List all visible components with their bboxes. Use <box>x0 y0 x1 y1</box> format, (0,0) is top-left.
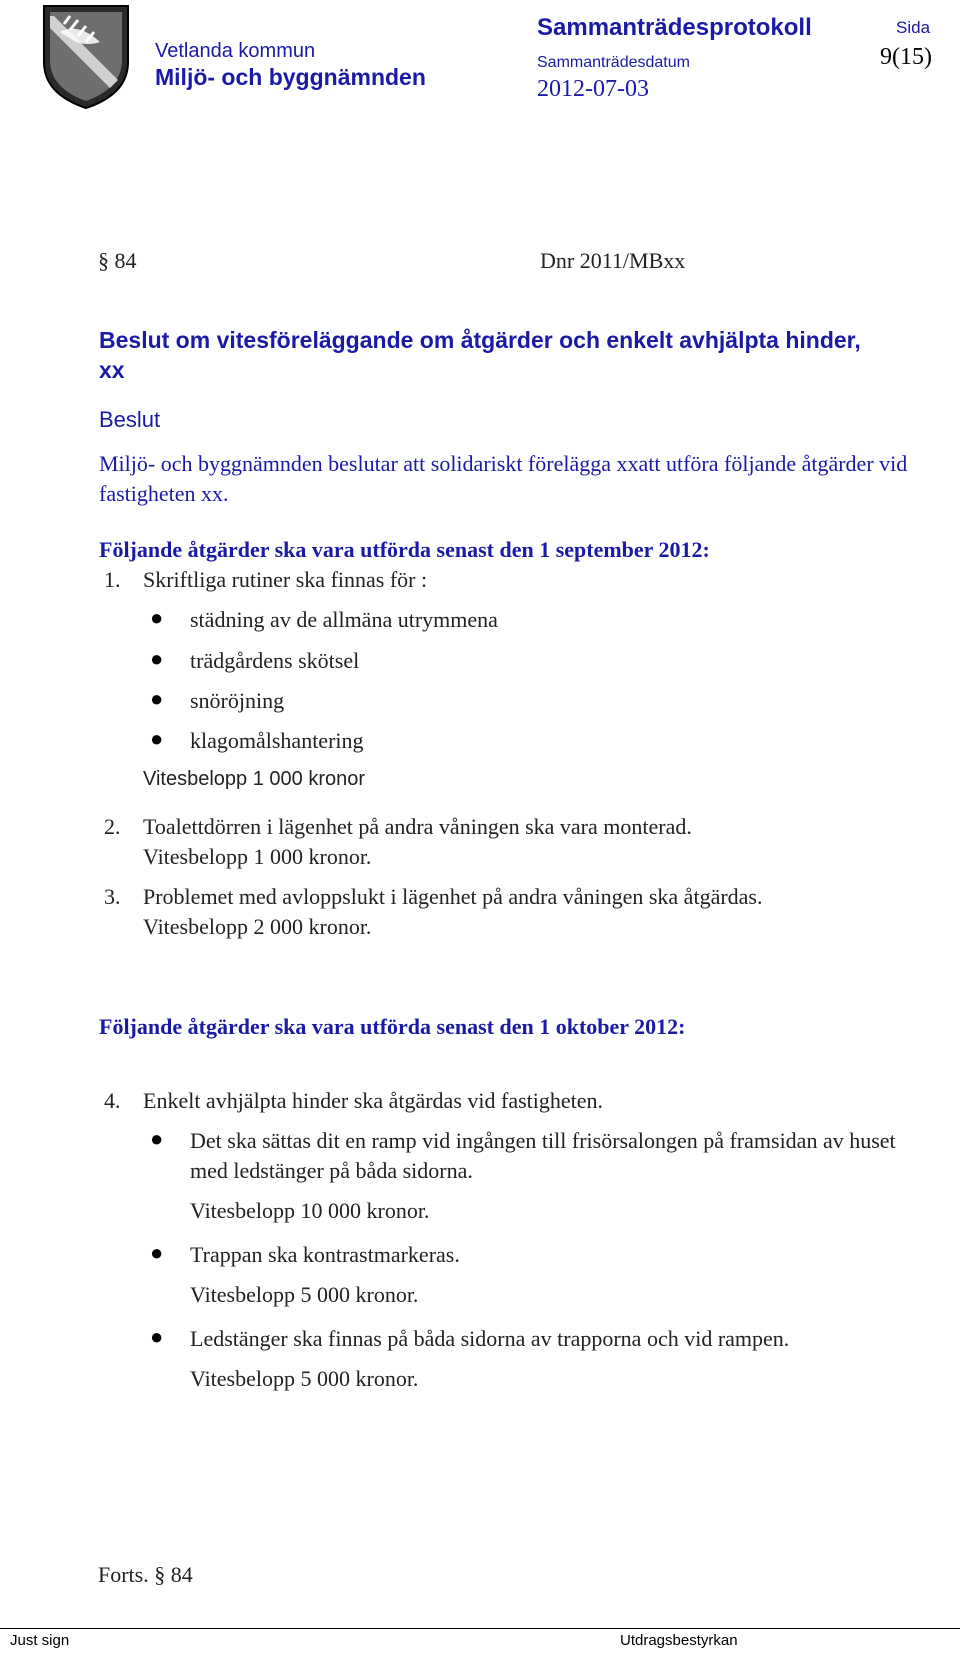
fine-amount: Vitesbelopp 5 000 kronor. <box>190 1282 419 1307</box>
dnr-number: Dnr 2011/MBxx <box>540 248 686 273</box>
footer-certify-label: Utdragsbestyrkan <box>620 1632 738 1649</box>
list-item: Ledstänger ska finnas på båda sidorna av trapporna och vid rampen. <box>190 1326 790 1351</box>
bullet-icon: ● <box>150 1324 164 1349</box>
bullet-icon: ● <box>150 1240 164 1265</box>
list-item: Det ska sättas dit en ramp vid ingången till frisörsalongen på framsidan av huset med ledstänger på båda sidorna. <box>190 1128 896 1183</box>
fine-amount: Vitesbelopp 2 000 kronor. <box>143 914 372 939</box>
item-text: Problemet med avloppslukt i lägenhet på andra våningen ska åtgärdas. <box>143 884 763 909</box>
fine-amount: Vitesbelopp 10 000 kronor. <box>190 1198 430 1223</box>
item-text: Enkelt avhjälpta hinder ska åtgärdas vid fastigheten. <box>143 1088 604 1113</box>
list-item: Trappan ska kontrastmarkeras. <box>190 1242 460 1267</box>
item-number: 3. <box>104 884 121 909</box>
decision-intro: Miljö- och byggnämnden beslutar att solidariskt förelägga xxatt utföra följande åtgärder vid fastigheten xx. <box>99 451 908 506</box>
case-title: Beslut om vitesföreläggande om åtgärder och enkelt avhjälpta hinder, xx <box>99 327 861 383</box>
fine-amount: Vitesbelopp 1 000 kronor <box>143 768 366 790</box>
date-value: 2012-07-03 <box>537 76 649 102</box>
footer-sign-label: Just sign <box>10 1632 70 1649</box>
date-label: Sammanträdesdatum <box>537 54 690 71</box>
bullet-icon: ● <box>150 646 164 671</box>
list-item: trädgårdens skötsel <box>190 648 360 673</box>
bullet-icon: ● <box>150 1126 164 1151</box>
item-text: Toalettdörren i lägenhet på andra våningen ska vara monterad. <box>143 814 692 839</box>
item-number: 2. <box>104 814 121 839</box>
document-title: Sammanträdesprotokoll <box>537 14 812 41</box>
item-number: 4. <box>104 1088 121 1113</box>
page-number: 9(15) <box>880 44 932 70</box>
page-label: Sida <box>896 18 931 37</box>
fine-amount: Vitesbelopp 1 000 kronor. <box>143 844 372 869</box>
list-item: städning av de allmäna utrymmena <box>190 607 498 632</box>
deadline-heading-2: Följande åtgärder ska vara utförda senast den 1 oktober 2012: <box>99 1014 686 1039</box>
deadline-heading-1: Följande åtgärder ska vara utförda senast den 1 september 2012: <box>99 537 710 562</box>
coat-of-arms-icon <box>40 2 132 110</box>
committee-name: Miljö- och byggnämnden <box>155 64 426 90</box>
org-name: Vetlanda kommun <box>155 40 316 62</box>
decision-heading: Beslut <box>99 407 161 432</box>
item-text: Skriftliga rutiner ska finnas för : <box>143 567 428 592</box>
bullet-icon: ● <box>150 686 164 711</box>
bullet-icon: ● <box>150 605 164 630</box>
fine-amount: Vitesbelopp 5 000 kronor. <box>190 1366 419 1391</box>
footer-divider <box>0 1628 960 1629</box>
continuation-note: Forts. § 84 <box>98 1562 193 1587</box>
item-number: 1. <box>104 567 121 592</box>
bullet-icon: ● <box>150 726 164 751</box>
list-item: snöröjning <box>190 688 285 713</box>
paragraph-number: § 84 <box>98 248 137 273</box>
list-item: klagomålshantering <box>190 728 364 753</box>
